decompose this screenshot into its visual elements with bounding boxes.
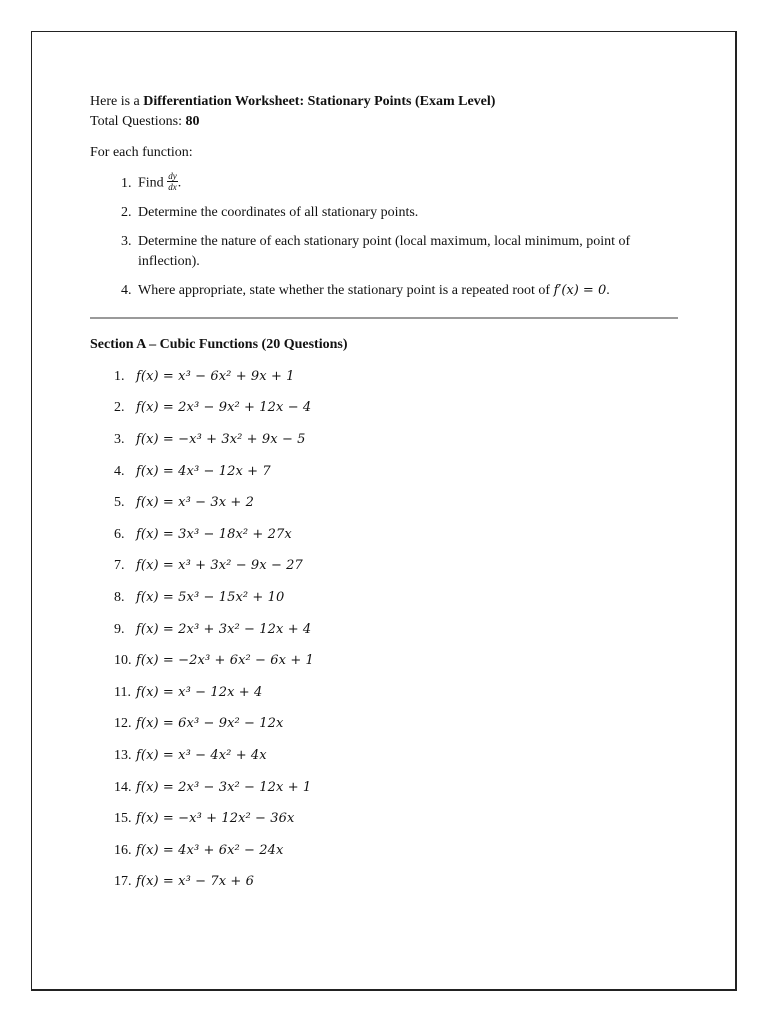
problem-item <box>114 867 680 899</box>
problem-expression: f(x) = 2x³ − 9x² + 12x − 4 <box>136 400 312 416</box>
problem-item <box>114 677 680 709</box>
problem-item <box>114 645 680 677</box>
problem-number: 13. <box>114 747 132 763</box>
fraction-denominator: dx <box>168 182 177 192</box>
problem-expression: f(x) = x³ − 7x + 6 <box>136 874 254 890</box>
worksheet-title: Differentiation Worksheet: Stationary Points (Exam Level) <box>143 94 496 109</box>
fraction-numerator: dy <box>168 171 177 181</box>
problem-expression: f(x) = −x³ + 12x² − 36x <box>136 811 295 827</box>
instruction-text: Determine the nature of each stationary point (local maximum, local minimum, point of inflection). <box>138 234 631 269</box>
instruction-item <box>135 203 680 223</box>
section-divider <box>90 317 678 319</box>
problem-item <box>114 393 680 425</box>
intro-prefix: Here is a <box>90 94 144 109</box>
problem-number: 1. <box>114 368 125 384</box>
problem-item <box>114 835 680 867</box>
problem-expression: f(x) = x³ − 12x + 4 <box>136 684 263 700</box>
instruction-text-end: . <box>177 175 182 191</box>
problem-expression: f(x) = −x³ + 3x² + 9x − 5 <box>136 431 306 447</box>
instruction-text: Find <box>138 175 168 191</box>
instruction-item <box>135 281 680 301</box>
for-each-intro: For each function: <box>90 145 193 160</box>
problem-number: 5. <box>114 495 125 511</box>
document-page <box>31 31 737 991</box>
problem-item <box>114 551 680 583</box>
dy-dx-fraction <box>167 171 178 192</box>
instruction-text: Determine the coordinates of all stationary points. <box>138 205 419 220</box>
problem-expression: f(x) = 4x³ − 12x + 7 <box>136 463 271 479</box>
problem-expression: f(x) = x³ − 3x + 2 <box>136 495 254 511</box>
problem-expression: f(x) = 6x³ − 9x² − 12x <box>136 716 284 732</box>
problem-item <box>114 740 680 772</box>
problem-expression: f(x) = x³ + 3x² − 9x − 27 <box>136 558 303 574</box>
problem-item <box>114 361 680 393</box>
problem-item <box>114 487 680 519</box>
problem-number: 7. <box>114 558 125 574</box>
problem-number: 9. <box>114 621 125 637</box>
problem-number: 14. <box>114 779 132 795</box>
problem-item <box>114 803 680 835</box>
problem-expression: f(x) = 4x³ + 6x² − 24x <box>136 842 284 858</box>
total-questions-label: Total Questions: <box>90 114 186 129</box>
problem-item <box>114 424 680 456</box>
problem-expression: f(x) = x³ − 4x² + 4x <box>136 747 267 763</box>
problem-number: 10. <box>114 653 132 669</box>
problem-item <box>114 614 680 646</box>
problem-number: 11. <box>114 684 131 700</box>
instruction-text: Where appropriate, state whether the stationary point is a repeated root of <box>138 283 554 298</box>
problem-number: 4. <box>114 463 125 479</box>
problem-number: 3. <box>114 431 125 447</box>
total-questions-value: 80 <box>185 114 200 129</box>
problem-item <box>114 772 680 804</box>
instruction-text-end: . <box>606 283 610 298</box>
problem-expression: f(x) = 2x³ + 3x² − 12x + 4 <box>136 621 312 637</box>
problem-number: 15. <box>114 811 132 827</box>
problem-number: 17. <box>114 874 132 890</box>
instruction-math: f′(x) = 0 <box>553 283 607 298</box>
instruction-item <box>135 232 680 272</box>
problem-item <box>114 456 680 488</box>
problem-expression: f(x) = 3x³ − 18x² + 27x <box>136 526 292 542</box>
instruction-item <box>135 173 680 194</box>
problem-number: 2. <box>114 400 125 416</box>
problem-expression: f(x) = x³ − 6x² + 9x + 1 <box>136 368 295 384</box>
problem-number: 12. <box>114 716 132 732</box>
total-questions-line <box>90 112 680 132</box>
problem-list <box>90 361 680 898</box>
problem-item <box>114 582 680 614</box>
problem-expression: f(x) = 5x³ − 15x² + 10 <box>136 589 285 605</box>
worksheet-content <box>90 92 680 898</box>
worksheet-title-line <box>90 92 680 112</box>
problem-number: 6. <box>114 526 125 542</box>
problem-item <box>114 519 680 551</box>
section-a-title: Section A – Cubic Functions (20 Questions) <box>90 337 348 352</box>
problem-expression: f(x) = −2x³ + 6x² − 6x + 1 <box>136 653 314 669</box>
problem-item <box>114 709 680 741</box>
problem-number: 8. <box>114 589 125 605</box>
problem-number: 16. <box>114 842 132 858</box>
instruction-list <box>90 173 680 301</box>
problem-expression: f(x) = 2x³ − 3x² − 12x + 1 <box>136 779 312 795</box>
